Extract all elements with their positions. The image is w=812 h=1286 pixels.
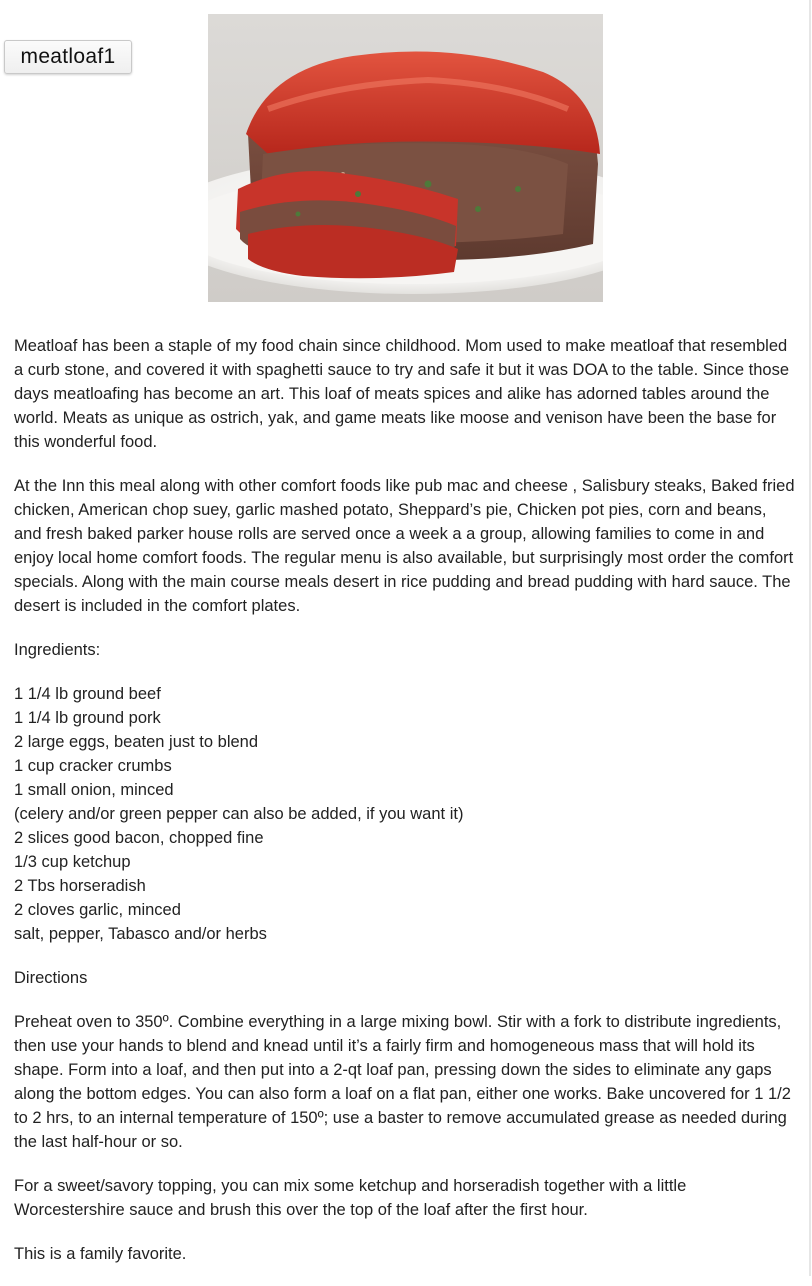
ingredients-list <box>14 682 798 946</box>
ingredient-item: 1 1/4 lb ground pork <box>14 709 161 727</box>
ingredient-item: 1 cup cracker crumbs <box>14 757 172 775</box>
ingredients-heading: Ingredients: <box>14 641 101 659</box>
ingredient-item: 2 slices good bacon, chopped fine <box>14 829 264 847</box>
ingredient-item: 2 Tbs horseradish <box>14 877 146 895</box>
meatloaf-photo <box>208 14 603 302</box>
ingredient-item: 1 small onion, minced <box>14 781 174 799</box>
page-edge-divider <box>809 0 811 1276</box>
article-body <box>14 334 798 1286</box>
closing-paragraph: This is a family favorite. <box>14 1245 187 1263</box>
ingredient-item: (celery and/or green pepper can also be added, if you want it) <box>14 805 464 823</box>
intro-paragraph: Meatloaf has been a staple of my food chain since childhood. Mom used to make meatloaf that resembled a curb stone, and covered it with spaghetti sauce to try and safe it but it was DOA to the table. Since those days meatloafing has become an art. This loaf of meats spices and alike has adorned tables around the world. Meats as unique as ostrich, yak, and game meats like moose and venison have been the base for this wonderful food. <box>14 337 790 451</box>
ingredient-item: 2 cloves garlic, minced <box>14 901 181 919</box>
ingredient-item: 2 large eggs, beaten just to blend <box>14 733 259 751</box>
directions-heading: Directions <box>14 969 88 987</box>
topping-paragraph: For a sweet/savory topping, you can mix some ketchup and horseradish together with a little Worcestershire sauce and brush this over the top of the loaf after the first hour. <box>14 1177 687 1219</box>
inn-paragraph: At the Inn this meal along with other comfort foods like pub mac and cheese , Salisbury steaks, Baked fried chicken, American chop suey, garlic mashed potato, Sheppard’s pie, Chicken pot pies, corn and beans, and fresh baked parker house rolls are served once a week a a group, allowing families to come in and enjoy local home comfort foods. The regular menu is also available, but surprisingly most order the comfort specials. Along with the main course meals desert in rice pudding and bread pudding with hard sauce. The desert is included in the comfort plates. <box>14 477 795 615</box>
ingredient-item: 1 1/4 lb ground beef <box>14 685 161 703</box>
meatloaf-tag-button[interactable]: meatloaf1 <box>4 40 132 74</box>
directions-paragraph: Preheat oven to 350º. Combine everything in a large mixing bowl. Stir with a fork to distribute ingredients, then use your hands to blend and knead until it’s a fairly firm and homogeneous mass that will hold its shape. Form into a loaf, and then put into a 2-qt loaf pan, pressing down the sides to eliminate any gaps along the bottom edges. You can also form a loaf on a flat pan, either one works. Bake uncovered for 1 1/2 to 2 hrs, to an internal temperature of 150º; use a baster to remove accumulated grease as needed during the last half-hour or so. <box>14 1013 791 1151</box>
ingredient-item: 1/3 cup ketchup <box>14 853 131 871</box>
ingredient-item: salt, pepper, Tabasco and/or herbs <box>14 925 267 943</box>
